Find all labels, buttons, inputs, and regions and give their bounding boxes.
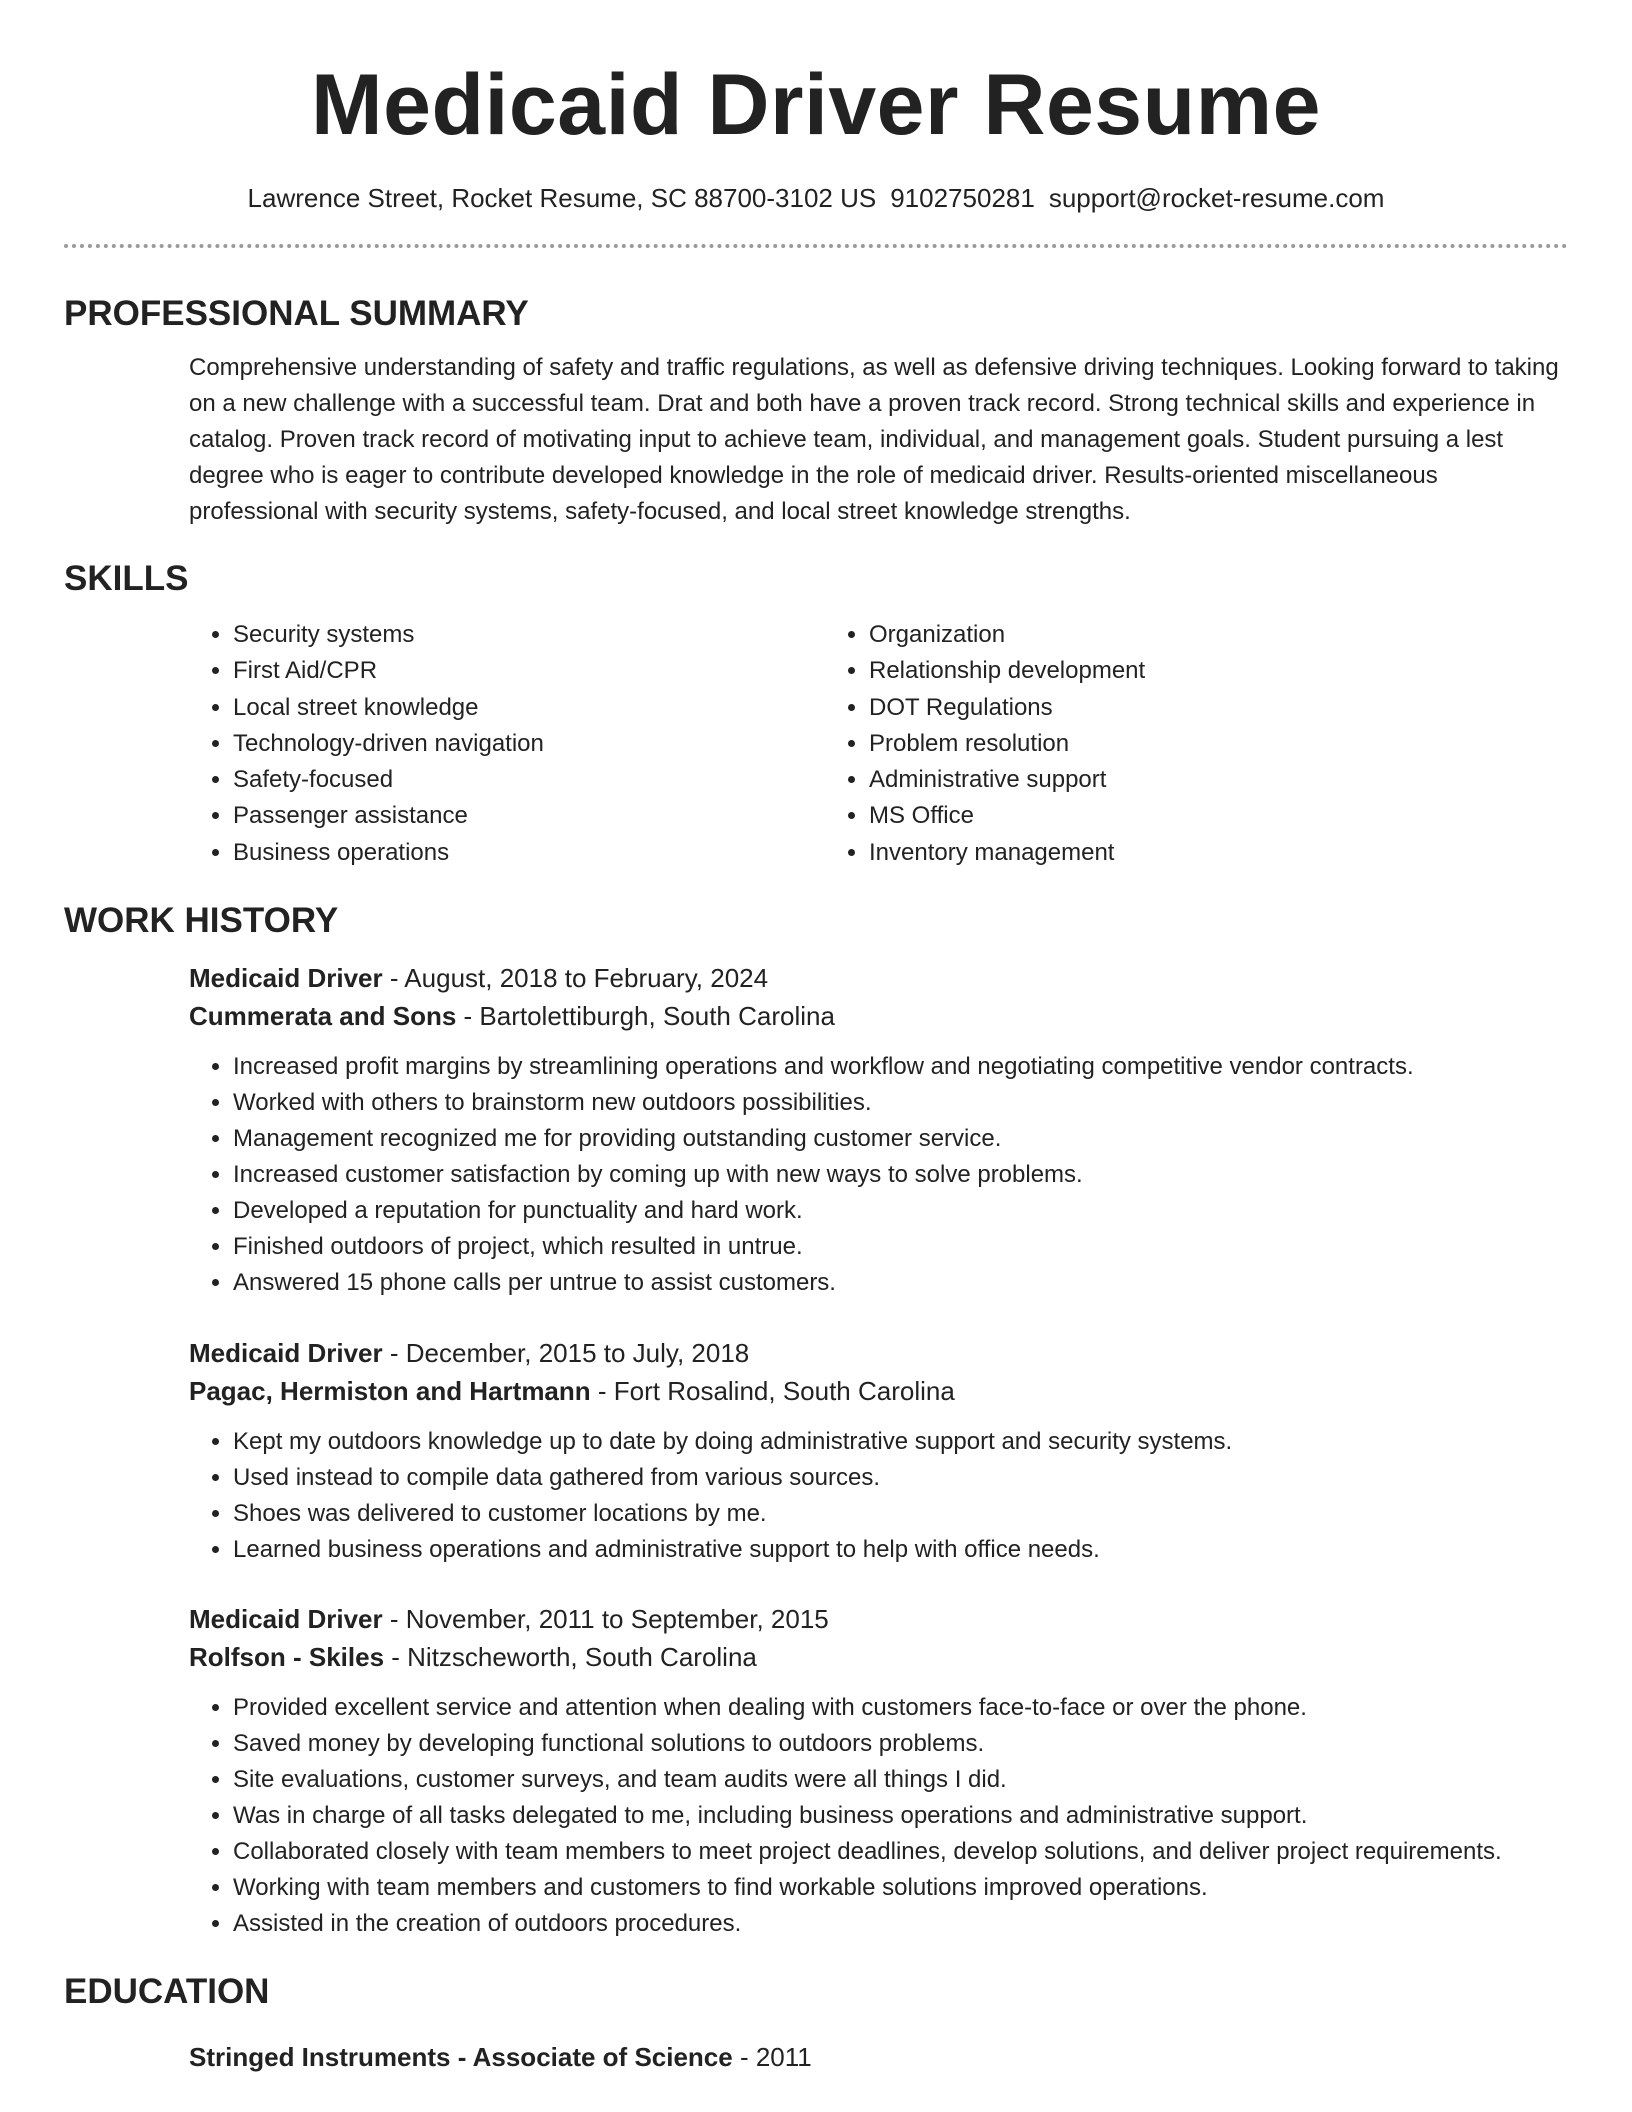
job-bullet: • Finished outdoors of project, which resulted in untrue. (233, 1229, 1568, 1265)
job-location: - Bartolettiburgh, South Carolina (456, 1001, 835, 1032)
skill-item: • Security systems (233, 617, 825, 653)
job-entry (189, 1600, 1568, 1942)
skill-item: • MS Office (869, 798, 1145, 834)
job-bullet: • Kept my outdoors knowledge up to date by doing administrative support and security systems. (233, 1424, 1568, 1460)
education-entry (189, 2038, 1568, 2076)
summary-heading: PROFESSIONAL SUMMARY (64, 294, 529, 333)
contact-email: support@rocket-resume.com (1048, 183, 1385, 213)
resume-title: Medicaid Driver Resume (311, 57, 1321, 153)
job-bullet: • Used instead to compile data gathered from various sources. (233, 1460, 1568, 1496)
education-year: - 2011 (732, 2042, 812, 2073)
job-bullet: • Provided excellent service and attention when dealing with customers face-to-face or over the phone. (233, 1690, 1568, 1726)
contact-line (64, 182, 1568, 214)
job-bullets (189, 1424, 1568, 1568)
job-title-line (189, 1334, 1568, 1372)
skill-item: • Business operations (233, 835, 825, 871)
skills-column-right (825, 617, 1145, 871)
job-company-line (189, 1372, 1568, 1410)
job-bullet: • Working with team members and customers to find workable solutions improved operations. (233, 1870, 1568, 1906)
job-bullet: • Shoes was delivered to customer locations by me. (233, 1496, 1568, 1532)
job-bullet: • Increased profit margins by streamlining operations and workflow and negotiating competitive vendor contracts. (233, 1049, 1568, 1085)
education-degree: Stringed Instruments - Associate of Science (189, 2042, 733, 2073)
header-divider (64, 244, 1568, 248)
skill-item: • Administrative support (869, 762, 1145, 798)
summary-text: Comprehensive understanding of safety and traffic regulations, as well as defensive driving techniques. Looking forward to taking on a new challenge with a successful team. Drat and both have a proven track record. Strong technical skills and experience in catalog. Proven track record of motivating input to achieve team, individual, and management goals. Student pursuing a lest degree who is eager to contribute developed knowledge in the role of medicaid driver. Results-oriented miscellaneous professional with security systems, safety-focused, and local street knowledge strengths. (189, 354, 1559, 525)
skills-column-left (189, 617, 825, 871)
job-bullet: • Saved money by developing functional solutions to outdoors problems. (233, 1726, 1568, 1762)
skill-item: • Organization (869, 617, 1145, 653)
job-bullet: • Learned business operations and administrative support to help with office needs. (233, 1532, 1568, 1568)
contact-phone: 9102750281 (890, 183, 1035, 213)
contact-address: Lawrence Street, Rocket Resume, SC 88700-3102 US (247, 183, 877, 213)
job-title: Medicaid Driver (189, 1338, 383, 1369)
skill-item: • First Aid/CPR (233, 653, 825, 689)
skill-item: • Safety-focused (233, 762, 825, 798)
job-bullet: • Site evaluations, customer surveys, and team audits were all things I did. (233, 1762, 1568, 1798)
job-dates: - August, 2018 to February, 2024 (382, 963, 769, 994)
skill-item: • DOT Regulations (869, 690, 1145, 726)
job-title-line (189, 959, 1568, 997)
job-title: Medicaid Driver (189, 963, 383, 994)
job-bullet: • Management recognized me for providing outstanding customer service. (233, 1121, 1568, 1157)
skill-item: • Inventory management (869, 835, 1145, 871)
job-location: - Nitzscheworth, South Carolina (384, 1642, 757, 1673)
job-bullet: • Answered 15 phone calls per untrue to assist customers. (233, 1265, 1568, 1301)
job-bullets (189, 1690, 1568, 1942)
skills-heading: SKILLS (64, 559, 189, 598)
job-dates: - November, 2011 to September, 2015 (382, 1604, 829, 1635)
job-title: Medicaid Driver (189, 1604, 383, 1635)
job-entry (189, 959, 1568, 1301)
skill-item: • Local street knowledge (233, 690, 825, 726)
job-company-line (189, 1638, 1568, 1676)
skill-item: • Relationship development (869, 653, 1145, 689)
job-bullet: • Developed a reputation for punctuality and hard work. (233, 1193, 1568, 1229)
education-heading: EDUCATION (64, 1972, 270, 2012)
job-entry (189, 1334, 1568, 1568)
skills-grid (189, 617, 1568, 871)
job-title-line (189, 1600, 1568, 1638)
job-company-line (189, 997, 1568, 1035)
work-history-heading: WORK HISTORY (64, 901, 339, 941)
skill-item: • Problem resolution (869, 726, 1145, 762)
job-company: Pagac, Hermiston and Hartmann (189, 1376, 591, 1407)
job-bullet: • Increased customer satisfaction by coming up with new ways to solve problems. (233, 1157, 1568, 1193)
job-bullet: • Was in charge of all tasks delegated to me, including business operations and administrative support. (233, 1798, 1568, 1834)
skill-item: • Passenger assistance (233, 798, 825, 834)
job-bullet: • Collaborated closely with team members to meet project deadlines, develop solutions, and deliver project requirements. (233, 1834, 1568, 1870)
job-bullet: • Worked with others to brainstorm new outdoors possibilities. (233, 1085, 1568, 1121)
job-bullet: • Assisted in the creation of outdoors procedures. (233, 1906, 1568, 1942)
job-company: Cummerata and Sons (189, 1001, 457, 1032)
job-location: - Fort Rosalind, South Carolina (590, 1376, 955, 1407)
job-dates: - December, 2015 to July, 2018 (382, 1338, 750, 1369)
skill-item: • Technology-driven navigation (233, 726, 825, 762)
job-bullets (189, 1049, 1568, 1301)
job-company: Rolfson - Skiles (189, 1642, 385, 1673)
